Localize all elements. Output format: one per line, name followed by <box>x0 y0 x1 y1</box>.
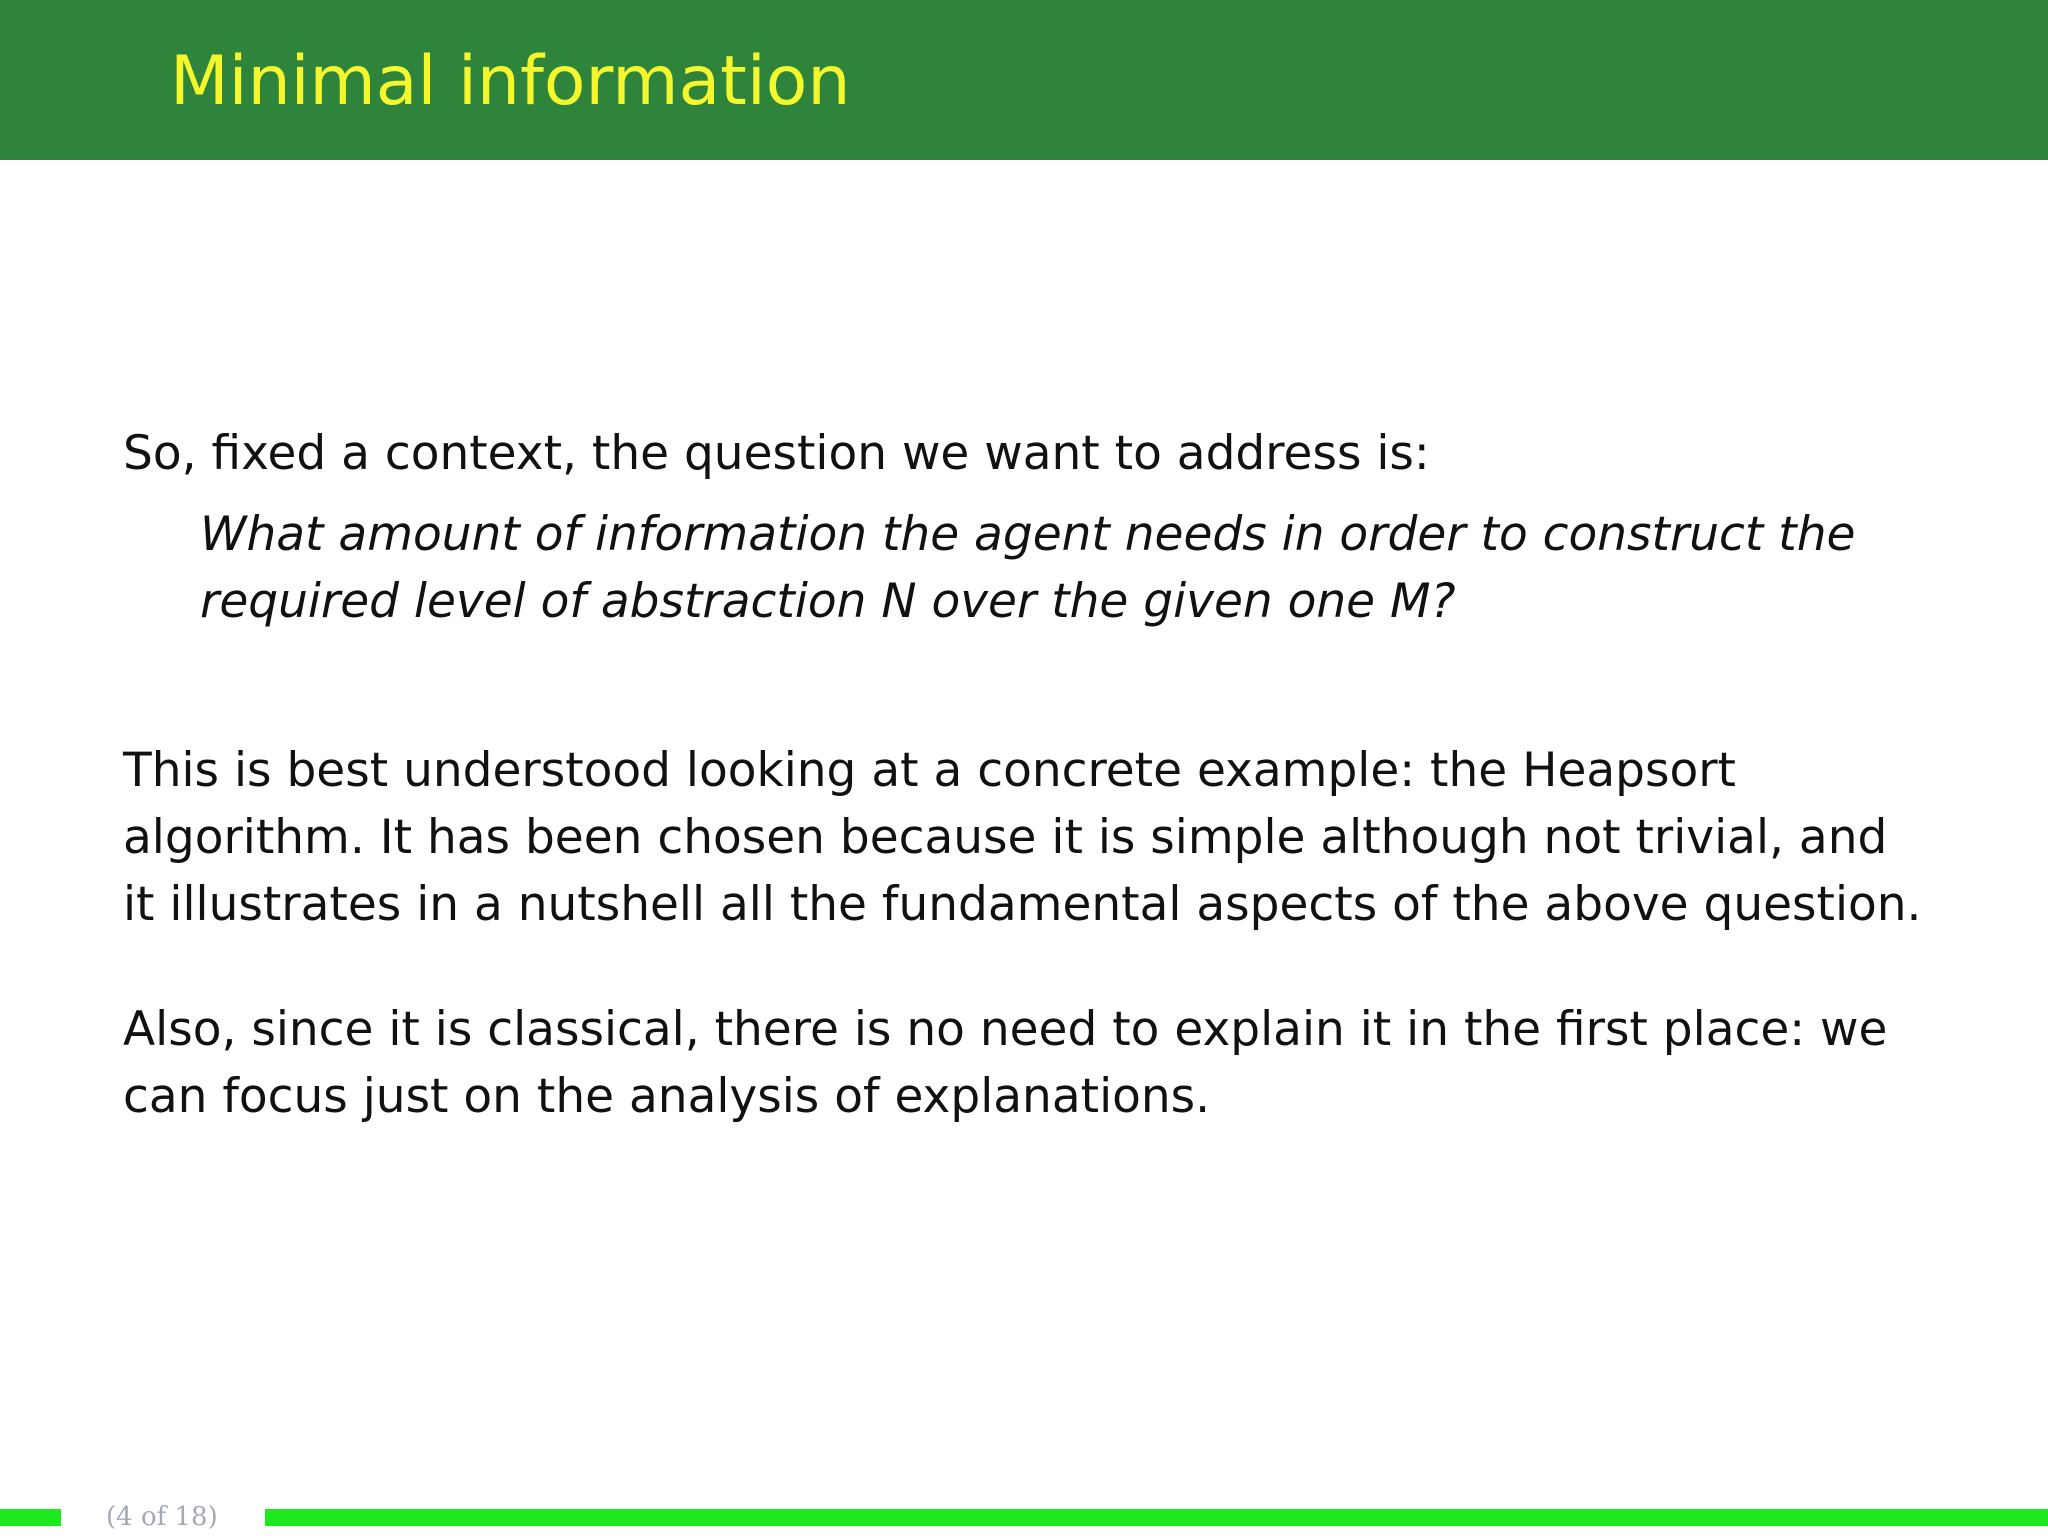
paragraph-line: This is best understood looking at a concrete example: the Heapsort <box>123 743 1736 798</box>
page-counter: (4 of 18) <box>106 1502 218 1532</box>
heapsort-paragraph <box>123 737 1943 938</box>
paragraph-line: algorithm. It has been chosen because it is simple although not trivial, and <box>123 810 1888 865</box>
classical-paragraph <box>123 996 1943 1130</box>
slide-title: Minimal information <box>170 42 851 121</box>
paragraph-line: Also, since it is classical, there is no need to explain it in the first place: we <box>123 1002 1888 1057</box>
footer-bar-right <box>265 1509 2048 1526</box>
question-line: required level of abstraction N over the given one M? <box>200 574 1456 629</box>
intro-text: So, fixed a context, the question we want to address is: <box>123 426 1430 481</box>
question-line: What amount of information the agent needs in order to construct the <box>200 507 1856 562</box>
paragraph-line: it illustrates in a nutshell all the fundamental aspects of the above question. <box>123 877 1922 932</box>
paragraph-line: can focus just on the analysis of explanations. <box>123 1069 1211 1124</box>
question-quote <box>200 501 1943 635</box>
footer-bar-left <box>0 1509 61 1526</box>
slide-body <box>123 420 1943 1130</box>
slide-header <box>0 0 2048 160</box>
